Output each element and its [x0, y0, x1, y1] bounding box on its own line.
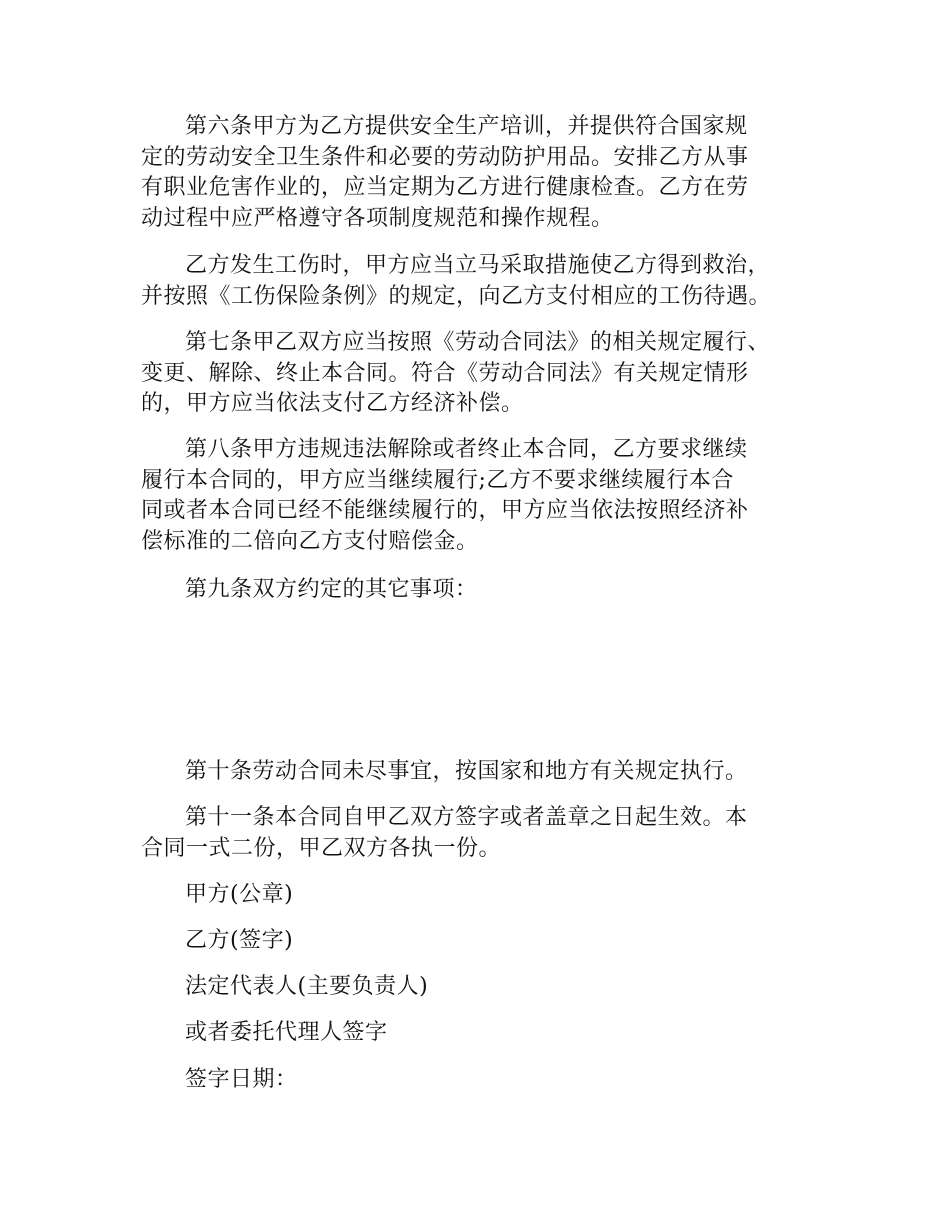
- article-9-paragraph: [141, 575, 819, 606]
- text-line: 第十一条本合同自甲乙双方签字或者盖章之日起生效。本: [185, 805, 748, 830]
- article-7-paragraph: [141, 328, 819, 420]
- text-line: 的，甲方应当依法支付乙方经济补偿。: [141, 391, 524, 416]
- text-line: 偿标准的二倍向乙方支付赔偿金。: [141, 528, 479, 554]
- text-line: 第九条双方约定的其它事项：: [185, 577, 478, 602]
- text-line: 同或者本合同已经不能继续履行的，甲方应当依法按照经济补: [141, 498, 749, 523]
- text-line: 动过程中应严格遵守各项制度规范和操作规程。: [141, 205, 614, 231]
- text-line: 或者委托代理人签字: [185, 1020, 388, 1045]
- legal-representative-line: [141, 972, 819, 1003]
- article-6-paragraph: [141, 112, 819, 234]
- text-line: 履行本合同的，甲方应当继续履行;乙方不要求继续履行本合: [141, 467, 734, 493]
- text-line: 第六条甲方为乙方提供安全生产培训，并提供符合国家规: [185, 114, 748, 139]
- text-line: 甲方(公章): [185, 882, 294, 907]
- text-line: 定的劳动安全卫生条件和必要的劳动防护用品。安排乙方从事: [141, 144, 749, 170]
- article-11-paragraph: [141, 803, 819, 864]
- text-line: 签字日期：: [185, 1067, 298, 1092]
- text-line: 变更、解除、终止本合同。符合《劳动合同法》有关规定情形: [141, 360, 749, 386]
- text-line: 乙方发生工伤时，甲方应当立马采取措施使乙方得到救治，: [185, 253, 771, 278]
- text-line: 第七条甲乙双方应当按照《劳动合同法》的相关规定履行、: [185, 330, 771, 355]
- text-line: 合同一式二份，甲乙双方各执一份。: [141, 835, 502, 861]
- party-b-signature-line: [141, 926, 819, 957]
- text-line: 第十条劳动合同未尽事宜，按国家和地方有关规定执行。: [185, 759, 748, 784]
- text-line: 法定代表人(主要负责人): [185, 974, 429, 999]
- work-injury-paragraph: [141, 251, 819, 312]
- signing-date-line: [141, 1065, 819, 1096]
- party-a-seal-line: [141, 880, 819, 911]
- authorized-agent-line: [141, 1018, 819, 1049]
- text-line: 乙方(签字): [185, 928, 294, 953]
- text-line: 第八条甲方违规违法解除或者终止本合同，乙方要求继续: [185, 437, 748, 462]
- article-8-paragraph: [141, 435, 819, 557]
- article-10-paragraph: [141, 757, 819, 788]
- text-line: 有职业危害作业的，应当定期为乙方进行健康检查。乙方在劳: [141, 175, 749, 200]
- text-line: 并按照《工伤保险条例》的规定，向乙方支付相应的工伤待遇。: [141, 283, 772, 309]
